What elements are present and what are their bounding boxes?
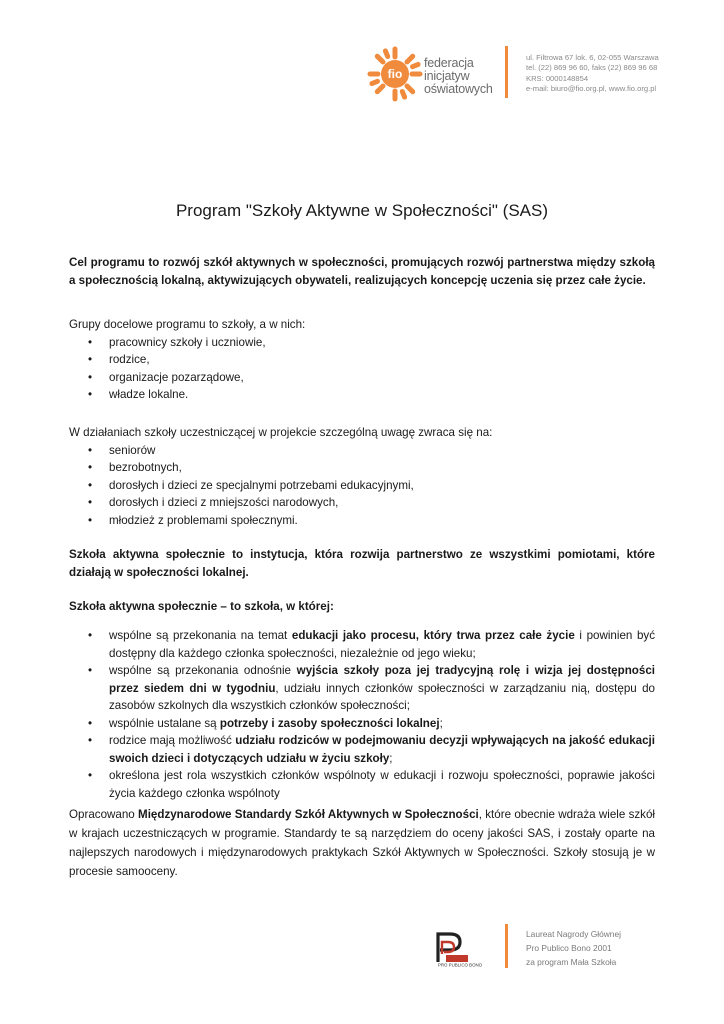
- definition-section: [69, 546, 655, 581]
- pro-publico-bono-logo-icon: [424, 928, 496, 968]
- attention-list: [69, 442, 655, 530]
- groups-lead: Grupy docelowe programu to szkoły, a w nich:: [69, 318, 306, 331]
- list-item: • rodzice mają możliwość udziału rodziców w podejmowaniu decyzji wpływających na jakość edukacji swoich dzieci i dotyczących udziału w życiu szkoły;: [88, 734, 655, 765]
- list-item: • pracownicy szkoły i uczniowie,: [88, 335, 266, 349]
- list-item: • dorosłych i dzieci ze specjalnymi potrzebami edukacyjnymi,: [88, 478, 414, 492]
- ppb-logo-text: PRO PUBLICO BONO: [437, 962, 483, 968]
- fio-logo: [366, 45, 494, 105]
- school-list: [69, 627, 655, 802]
- school-section: [69, 627, 655, 802]
- closing-section: [69, 805, 655, 881]
- list-item: • władze lokalne.: [88, 388, 189, 401]
- attention-section: [69, 424, 655, 529]
- groups-list: [69, 334, 655, 404]
- logo-letters: fio: [387, 67, 403, 81]
- list-item: • określona jest rola wszystkich członków wspólnoty w edukacji i rozwoju społeczności, poprawie jakości życia każdego członka wspólnoty: [88, 769, 655, 800]
- award-line: Laureat Nagrody Głównej: [526, 929, 621, 939]
- contact-block: [526, 53, 659, 95]
- intro-section: [69, 254, 655, 289]
- org-name-line: federacja: [424, 56, 474, 70]
- definition-paragraph: Szkoła aktywna społecznie to instytucja, która rozwija partnerstwo ze wszystkimi pomiotami, które działają w społeczności lokalnej.: [69, 548, 655, 579]
- list-item: • wspólne są przekonania na temat edukacji jako procesu, który trwa przez całe życie i powinien być dostępny dla każdego członka społeczności, niezależnie od jego wieku;: [88, 629, 655, 660]
- school-heading: Szkoła aktywna społecznie – to szkoła, w której:: [69, 600, 334, 613]
- list-item: • bezrobotnych,: [88, 461, 182, 474]
- list-item: • rodzice,: [88, 353, 150, 366]
- list-item: • organizacje pozarządowe,: [88, 370, 244, 384]
- contact-krs: KRS: 0000148854: [526, 73, 589, 83]
- attention-lead: W działaniach szkoły uczestniczącej w projekcie szczególną uwagę zwraca się na:: [69, 426, 493, 439]
- award-line: za program Mała Szkoła: [526, 957, 617, 967]
- closing-paragraph: Opracowano Międzynarodowe Standardy Szkół Aktywnych w Społeczności, które obecnie wdraża wiele szkół w krajach uczestniczących w programie. Standardy te są narzędziem do oceny jakości SAS, i zostały oparte na najlepszych narodowych i międzynarodowych praktykach Szkół Aktywnych w Społeczności. Szkoły stosują je w procesie samooceny.: [69, 808, 656, 878]
- list-item: • dorosłych i dzieci z mniejszości narodowych,: [88, 496, 339, 509]
- school-heading-section: [69, 598, 655, 616]
- list-item: • wspólnie ustalane są potrzeby i zasoby społeczności lokalnej;: [88, 716, 443, 730]
- contact-address: ul. Filtrowa 67 lok. 6, 02-055 Warszawa: [526, 53, 659, 62]
- header-divider: [505, 46, 508, 98]
- list-item: • młodzież z problemami społecznymi.: [88, 513, 298, 527]
- sun-logo-icon: [366, 45, 424, 103]
- org-name-line: inicjatyw: [424, 69, 470, 83]
- org-name-line: oświatowych: [424, 82, 493, 96]
- list-item: • wspólne są przekonania odnośnie wyjścia szkoły poza jej tradycyjną rolę i wizja jej dostępności przez siedem dni w tygodniu, udziału innych członków społeczności w zarządzaniu nią, dostępu do zasobów szkolnych dla wszystkich członków społeczności;: [88, 664, 655, 712]
- contact-phone: tel. (22) 869 96 60, faks (22) 869 96 68: [526, 63, 658, 73]
- list-item: • seniorów: [88, 443, 156, 457]
- intro-paragraph: Cel programu to rozwój szkół aktywnych w społeczności, promujących rozwój partnerstwa między szkołą a społecznością lokalną, aktywizujących obywateli, realizujących koncepcję uczenia się przez całe życie.: [69, 256, 655, 287]
- org-name: [424, 57, 493, 96]
- footer-divider: [505, 924, 508, 968]
- contact-email: e-mail: biuro@fio.org.pl, www.fio.org.pl: [526, 84, 657, 94]
- groups-section: [69, 316, 655, 404]
- award-line: Pro Publico Bono 2001: [526, 943, 612, 953]
- award-block: [526, 927, 621, 969]
- document-title: Program "Szkoły Aktywne w Społeczności" (SAS): [175, 201, 549, 220]
